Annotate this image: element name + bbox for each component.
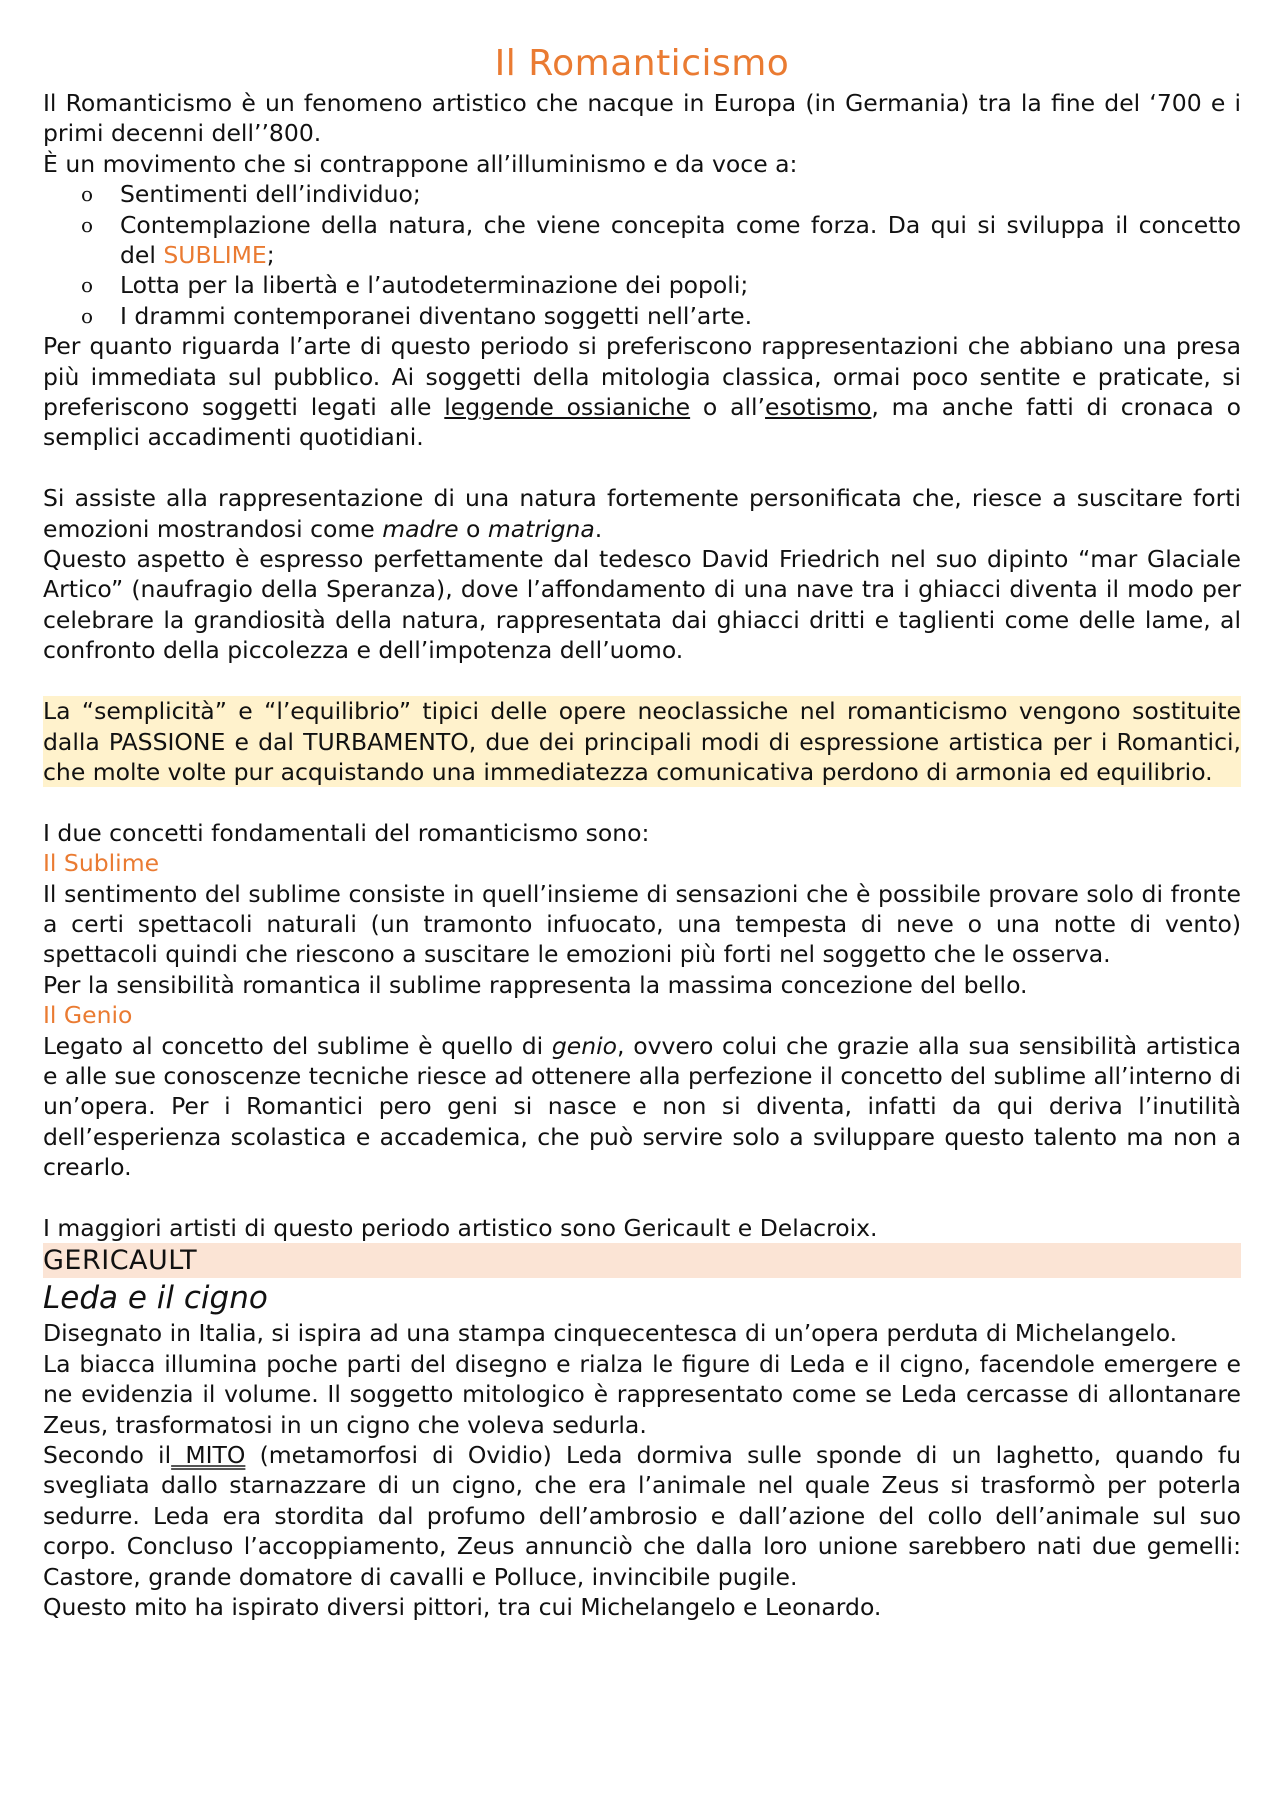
friedrich-paragraph: Questo aspetto è espresso perfettamente dal tedesco David Friedrich nel suo dipinto “mar Glaciale Artico” (naufragio della Speranza), dove l’affondamento di una nave tra i ghiacci diventa il modo per celebrare la grandiosità della natura, rappresentata dai ghiacci dritti e taglienti come delle lame, al confronto della piccolezza e dell’impotenza dell’uomo. — [43, 545, 1241, 665]
list-item: o I drammi contemporanei diventano soggetti nell’arte. — [81, 301, 753, 330]
artists-paragraph: I maggiori artisti di questo periodo artistico sono Gericault e Delacroix. — [43, 1213, 878, 1242]
genio-paragraph: Legato al concetto del sublime è quello di genio, ovvero colui che grazie alla sua sensibilità artistica e alle sue conoscenze tecniche riesce ad ottenere alla perfezione il concetto del sublime all’interno di un’opera. Per i Romantici pero geni si nasce e non si diventa, infatti da qui deriva l’inutilità dell’esperienza scolastica e accademica, che può servire solo a sviluppare questo talento ma non a crearlo. — [43, 1031, 1242, 1182]
gericault-heading: GERICAULT — [43, 1243, 1241, 1278]
bullet-marker: o — [81, 303, 94, 328]
bullet-marker: o — [81, 182, 94, 207]
intro-paragraph: Il Romanticismo è un fenomeno artistico che nacque in Europa (in Germania) tra la fine del ‘700 e i primi decenni dell’’800. — [43, 89, 1241, 148]
mito-term: MITO — [171, 1441, 246, 1469]
spacer — [43, 1183, 1241, 1213]
highlighted-paragraph: La “semplicità” e “l’equilibrio” tipici delle opere neoclassiche nel romanticismo vengono sostituite dalla PASSIONE e dal TURBAMENTO, due dei principali modi di espressione artistica per i Romantici, che molte volte pur acquistando una immediatezza comunicativa perdono di armonia ed equilibrio. — [43, 697, 1241, 786]
leda-paragraph-3: Secondo il MITO (metamorfosi di Ovidio) Leda dormiva sulle sponde di un laghetto, quando fu svegliata dallo starnazzare di un cigno, che era l’animale nel quale Zeus si trasformò per poterla sedurre. Leda era stordita dal profumo dell’ambrosio e dall’azione del collo dell’animale sul suo corpo. Concluso l’accoppiamento, Zeus annunciò che dalla loro unione sarebbero nati due gemelli: Castore, grande domatore di cavalli e Polluce, invincibile pugile. — [43, 1441, 1242, 1591]
list-item: o Lotta per la libertà e l’autodeterminazione dei popoli; — [81, 271, 749, 300]
genio-heading: Il Genio — [43, 1001, 133, 1030]
intro-movement-paragraph: È un movimento che si contrappone all’illuminismo e da voce a: — [43, 149, 798, 178]
work-title: Leda e il cigno — [43, 1280, 268, 1317]
document-body — [43, 40, 1241, 1622]
themes-list — [43, 179, 1241, 331]
bullet-marker: o — [81, 212, 94, 237]
leda-paragraph-4: Questo mito ha ispirato diversi pittori, tra cui Michelangelo e Leonardo. — [43, 1593, 882, 1622]
sublime-conclusion: Per la sensibilità romantica il sublime rappresenta la massima concezione del bello. — [43, 970, 1028, 999]
spacer — [43, 666, 1241, 696]
list-item: o Contemplazione della natura, che viene concepita come forza. Da qui si sviluppa il concetto del SUBLIME; — [81, 210, 1241, 270]
page-title: Il Romanticismo — [494, 43, 790, 84]
exoticism-term: esotismo — [765, 393, 872, 422]
bullet-marker: o — [81, 273, 94, 298]
sublime-heading: Il Sublime — [43, 849, 160, 878]
list-item: o Sentimenti dell’individuo; — [81, 180, 421, 209]
nature-paragraph: Si assiste alla rappresentazione di una natura fortemente personificata che, riesce a suscitare forti emozioni mostrandosi come madre o matrigna. — [43, 484, 1241, 543]
ossian-legends-term: leggende ossianiche — [444, 393, 691, 422]
leda-paragraph-1: Disegnato in Italia, si ispira ad una stampa cinquecentesca di un’opera perduta di Michelangelo. — [43, 1319, 1178, 1348]
spacer — [43, 787, 1241, 817]
leda-paragraph-2: La biacca illumina poche parti del disegno e rialza le figure di Leda e il cigno, facendole emergere e ne evidenzia il volume. Il soggetto mitologico è rappresentato come se Leda cercasse di allontanare Zeus, trasformatosi in un cigno che voleva sedurla. — [43, 1349, 1241, 1439]
art-paragraph: Per quanto riguarda l’arte di questo periodo si preferiscono rappresentazioni che abbiano una presa più immediata sul pubblico. Ai soggetti della mitologia classica, ormai poco sentite e praticate, si preferiscono soggetti legati alle leggende ossianiche o all’esotismo, ma anche fatti di cronaca o semplici accadimenti quotidiani. — [43, 332, 1241, 452]
spacer — [43, 453, 1241, 483]
sublime-paragraph: Il sentimento del sublime consiste in quell’insieme di sensazioni che è possibile provare solo di fronte a certi spettacoli naturali (un tramonto infuocato, una tempesta di neve o una notte di vento) spettacoli quindi che riescono a suscitare le emozioni più forti nel soggetto che le osserva. — [43, 879, 1241, 969]
sublime-term: SUBLIME — [163, 241, 267, 270]
concepts-intro: I due concetti fondamentali del romanticismo sono: — [43, 818, 650, 847]
